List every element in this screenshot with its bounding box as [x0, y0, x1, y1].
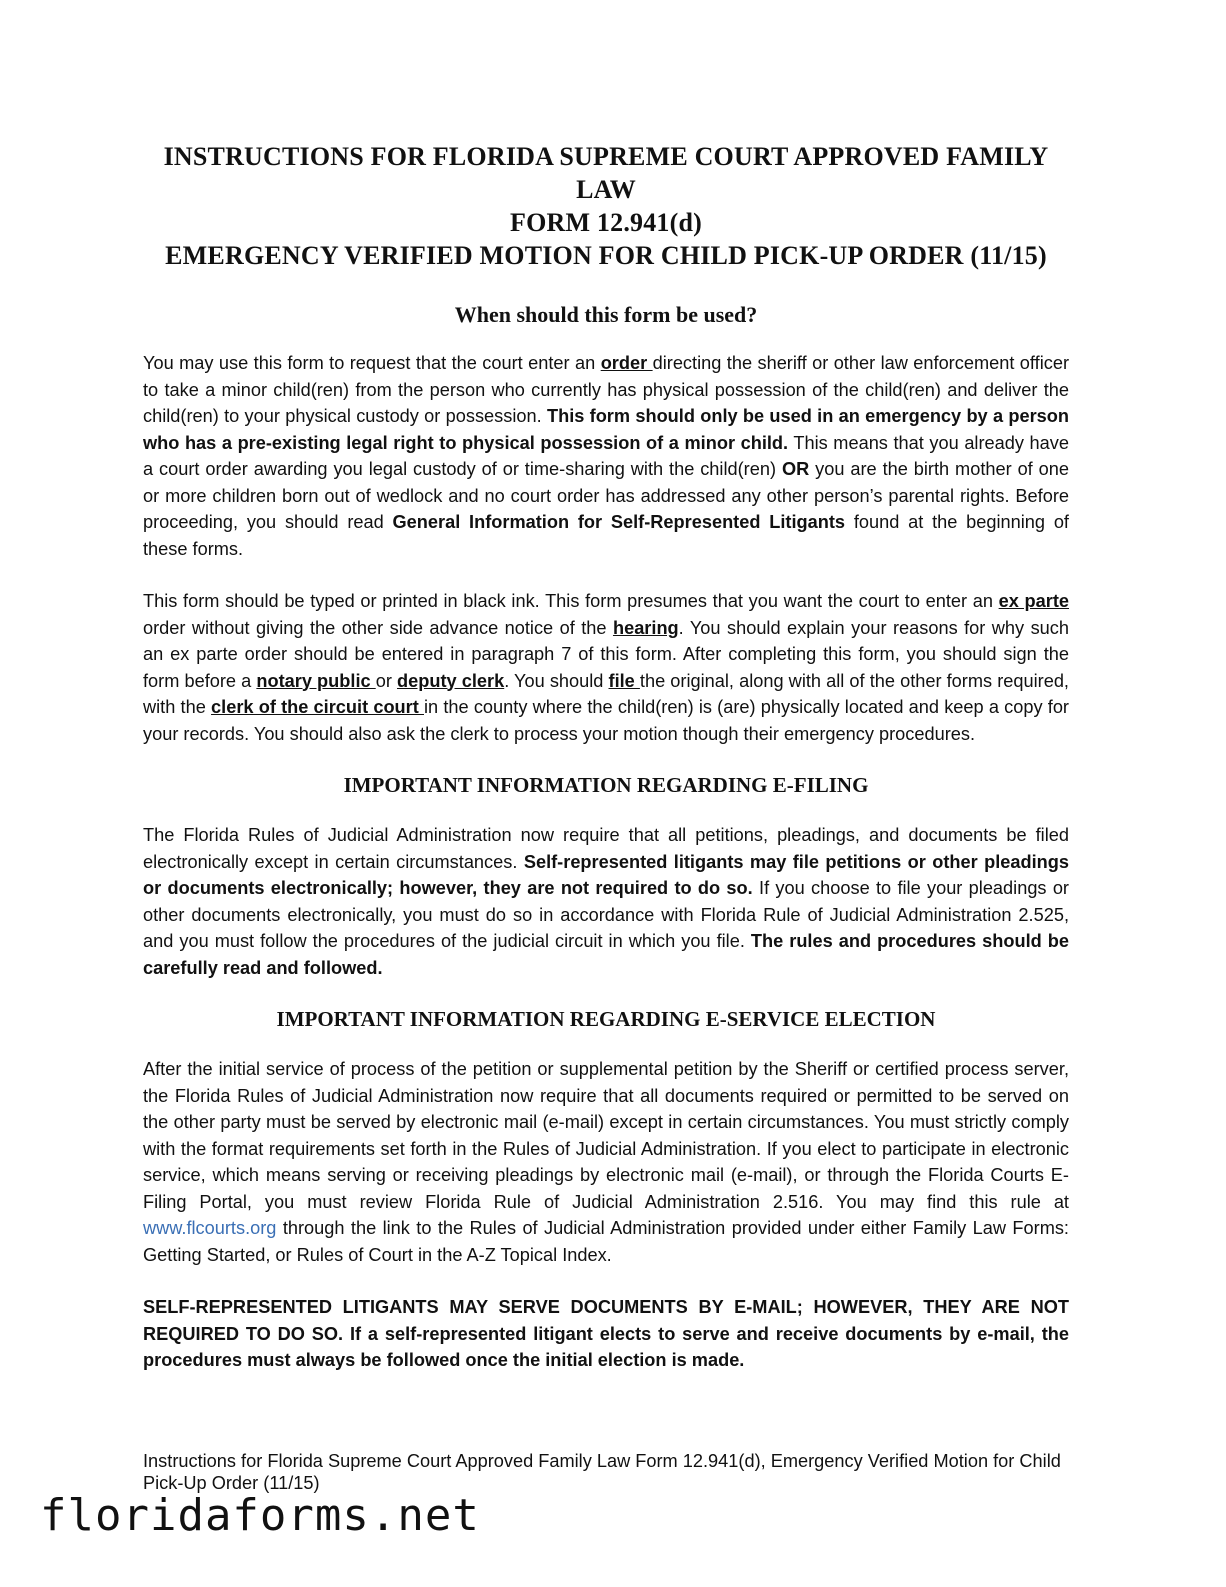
- text: . You should explain your reasons for why such an ex parte order should be entered in paragraph 7 of this form. After completing this form, you should sign the form before a: [143, 617, 1069, 691]
- title-line-2: FORM 12.941(d): [510, 208, 702, 237]
- text: . You should: [504, 670, 609, 691]
- document-body: [143, 140, 1069, 1374]
- term-file: file: [608, 670, 640, 691]
- term-clerk-of-circuit-court: clerk of the circuit court: [211, 697, 424, 717]
- text: found at the beginning of these forms.: [143, 512, 1069, 559]
- term-order: order: [600, 353, 653, 373]
- watermark: floridaforms.net: [40, 1490, 480, 1541]
- term-notary-public: notary public: [256, 670, 376, 691]
- term-deputy-clerk: deputy clerk: [397, 670, 505, 691]
- paragraph-efiling: [143, 822, 1069, 981]
- bold-text: OR: [781, 459, 810, 479]
- title-line-3: EMERGENCY VERIFIED MOTION FOR CHILD PICK-UP ORDER (11/15): [165, 241, 1047, 270]
- text: After the initial service of process of the petition or supplemental petition by the Sheriff or certified process server, the Florida Rules of Judicial Administration now require that all documents required or permitted to be served on the other party must be served by electronic mail (e-mail) except in certain circumstances. You must strictly comply with the format requirements set forth in the Rules of Judicial Administration. If you elect to participate in electronic service, which means serving or receiving pleadings by electronic mail (e-mail), or through the Florida Courts E-Filing Portal, you must review Florida Rule of Judicial Administration 2.516. You may find this rule at: [143, 1059, 1069, 1212]
- paragraph-eservice: [143, 1056, 1069, 1268]
- text: This form should be typed or printed in black ink. This form presumes that you want the court to enter an: [143, 591, 999, 611]
- text: you are the birth mother of one or more children born out of wedlock and no court order has addressed any other person’s parental rights. Before proceeding, you should read: [143, 459, 1069, 532]
- page-footer: Instructions for Florida Supreme Court Approved Family Law Form 12.941(d), Emergency Verified Motion for Child Pick-Up Order (11/15): [143, 1451, 1061, 1493]
- text: This means that you already have a court order awarding you legal custody of or time-sharing with the child(ren): [143, 432, 1069, 479]
- eservice-heading: IMPORTANT INFORMATION REGARDING E-SERVICE ELECTION: [276, 1007, 936, 1031]
- efiling-heading: IMPORTANT INFORMATION REGARDING E-FILING: [343, 773, 869, 797]
- document-title: [143, 140, 1069, 272]
- paragraph-filing: [143, 588, 1069, 747]
- bold-text: The rules and procedures should be carefully read and followed.: [143, 931, 1069, 978]
- bold-text: Self-represented litigants may file petitions or other pleadings or documents electronically; however, they are not required to do so.: [143, 851, 1069, 898]
- text: If you choose to file your pleadings or other documents electronically, you must do so in accordance with Florida Rule of Judicial Administration 2.525, and you must follow the procedures of the judicial circuit in which you file.: [143, 878, 1069, 951]
- text: the original, along with all of the other forms required, with the: [143, 670, 1069, 717]
- text: You may use this form to request that the court enter an: [143, 353, 601, 373]
- text: or: [375, 670, 397, 691]
- text: The Florida Rules of Judicial Administration now require that all petitions, pleadings, and documents be filed electronically except in certain circumstances.: [143, 825, 1069, 872]
- text: in the county where the child(ren) is (are) physically located and keep a copy for your records. You should also ask the clerk to process your motion though their emergency procedures.: [143, 697, 1069, 744]
- text: order without giving the other side advance notice of the: [143, 617, 613, 638]
- term-hearing: hearing: [612, 617, 679, 638]
- flcourts-link[interactable]: www.flcourts.org: [143, 1218, 277, 1238]
- text: directing the sheriff or other law enforcement officer to take a minor child(ren) from the person who currently has physical possession of the child(ren) and deliver the child(ren) to your physical custody or possession.: [143, 353, 1070, 426]
- bold-text: This form should only be used in an emergency by a person who has a pre-existing legal right to physical possession of a minor child.: [143, 406, 1070, 453]
- text: through the link to the Rules of Judicial Administration provided under either Family Law Forms: Getting Started, or Rules of Court in the A-Z Topical Index.: [143, 1218, 1069, 1265]
- term-ex-parte: ex parte: [998, 591, 1069, 611]
- paragraph-usage: [143, 350, 1069, 562]
- bold-text: General Information for Self-Represented Litigants: [392, 512, 846, 532]
- when-heading: When should this form be used?: [454, 302, 758, 327]
- paragraph-self-represented-notice: SELF-REPRESENTED LITIGANTS MAY SERVE DOCUMENTS BY E-MAIL; HOWEVER, THEY ARE NOT REQUIRED TO DO SO. If a self-represented litigant elects to serve and receive documents by e-mail, the procedures must always be followed once the initial election is made.: [143, 1297, 1069, 1370]
- title-line-1: INSTRUCTIONS FOR FLORIDA SUPREME COURT APPROVED FAMILY LAW: [163, 142, 1049, 204]
